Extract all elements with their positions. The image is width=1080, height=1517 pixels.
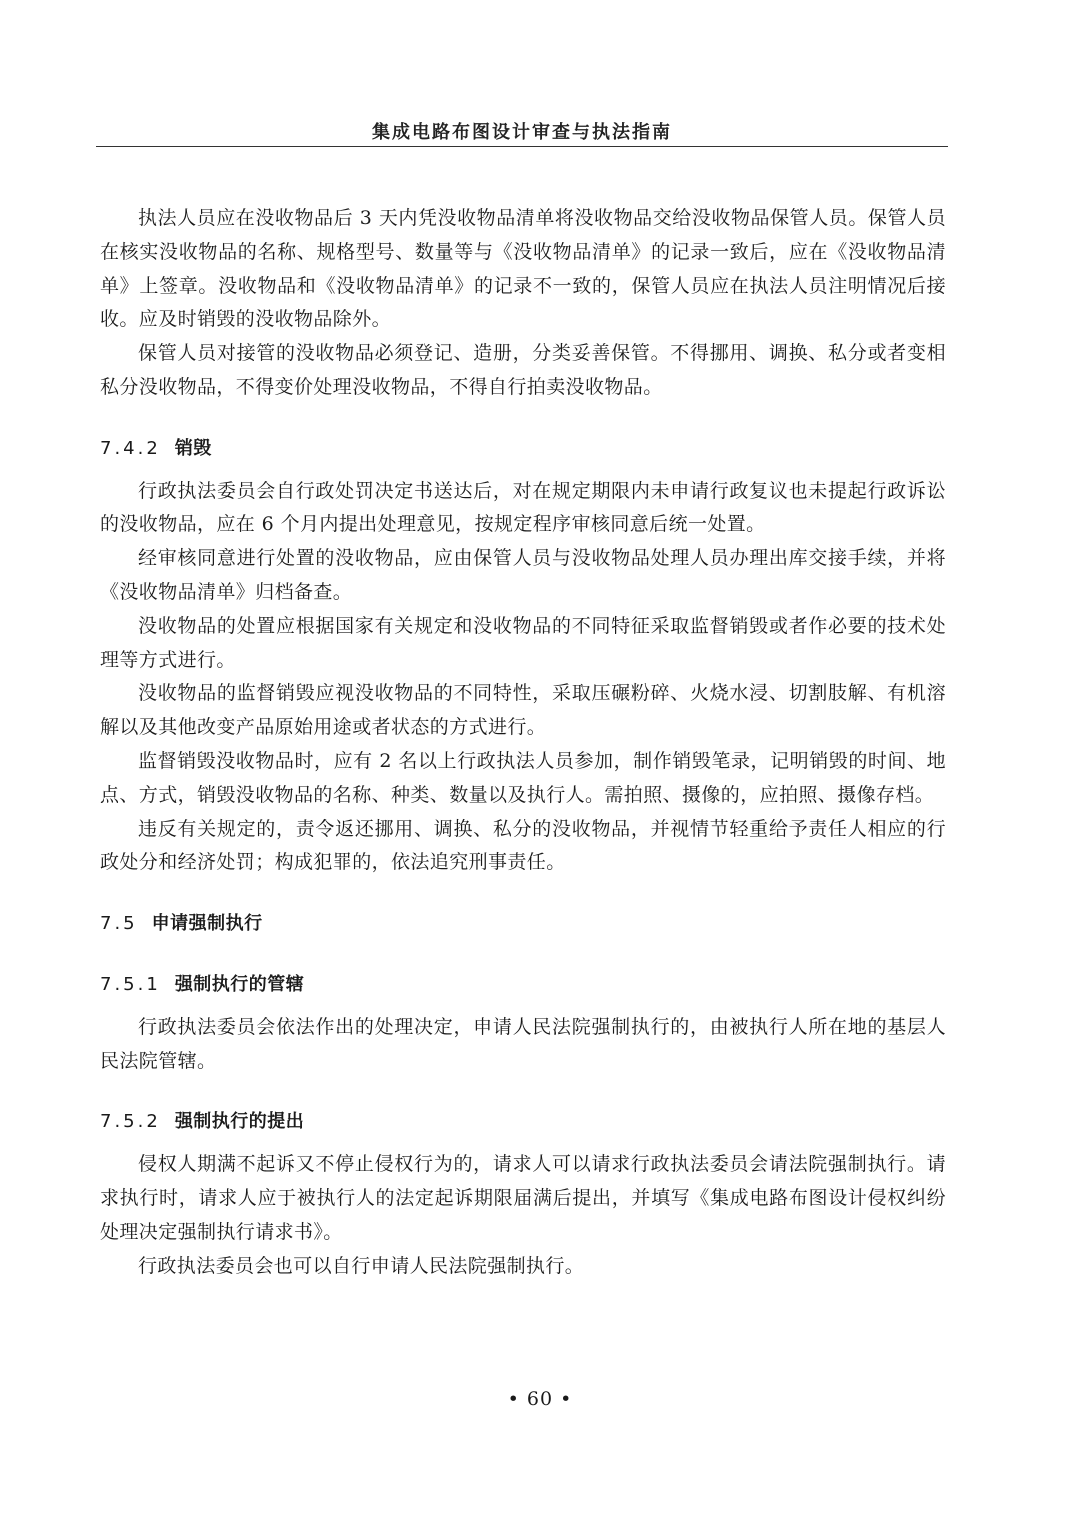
section-number: 7.5 — [100, 913, 138, 935]
section-heading-7-5-1 — [100, 968, 946, 1002]
body-paragraph: 行政执法委员会自行政处罚决定书送达后，对在规定期限内未申请行政复议也未提起行政诉讼的没收物品，应在 6 个月内提出处理意见，按规定程序审核同意后统一处置。 — [100, 479, 946, 536]
section-heading-7-5-2 — [100, 1105, 946, 1139]
body-paragraph: 没收物品的监督销毁应视没收物品的不同特性，采取压碾粉碎、火烧水浸、切割肢解、有机溶解以及其他改变产品原始用途或者状态的方式进行。 — [100, 682, 946, 739]
body-paragraph: 保管人员对接管的没收物品必须登记、造册，分类妥善保管。不得挪用、调换、私分或者变相私分没收物品，不得变价处理没收物品，不得自行拍卖没收物品。 — [100, 342, 946, 398]
body-paragraph: 监督销毁没收物品时，应有 2 名以上行政执法人员参加，制作销毁笔录，记明销毁的时间、地点、方式，销毁没收物品的名称、种类、数量以及执行人。需拍照、摄像的，应拍照、摄像存档。 — [100, 749, 946, 806]
body-paragraph: 行政执法委员会依法作出的处理决定，申请人民法院强制执行的，由被执行人所在地的基层人民法院管辖。 — [100, 1015, 946, 1072]
body-paragraph: 行政执法委员会也可以自行申请人民法院强制执行。 — [138, 1254, 585, 1277]
section-title: 销毁 — [174, 437, 212, 459]
section-number: 7.5.2 — [100, 1111, 161, 1133]
section-heading-7-4-2 — [100, 432, 946, 466]
page-body — [100, 202, 946, 1283]
body-paragraph: 没收物品的处置应根据国家有关规定和没收物品的不同特征采取监督销毁或者作必要的技术处理等方式进行。 — [100, 614, 946, 671]
section-number: 7.4.2 — [100, 437, 161, 459]
body-paragraph: 违反有关规定的，责令返还挪用、调换、私分的没收物品，并视情节轻重给予责任人相应的行政处分和经济处罚；构成犯罪的，依法追究刑事责任。 — [100, 817, 946, 874]
page-number: • 60 • — [507, 1388, 573, 1410]
section-title: 强制执行的管辖 — [174, 973, 305, 995]
section-number: 7.5.1 — [100, 973, 161, 995]
running-header: 集成电路布图设计审查与执法指南 — [372, 122, 672, 143]
section-heading-7-5 — [100, 907, 946, 941]
body-paragraph: 执法人员应在没收物品后 3 天内凭没收物品清单将没收物品交给没收物品保管人员。保管人员在核实没收物品的名称、规格型号、数量等与《没收物品清单》的记录一致后，应在《没收物品清单》上签章。没收物品和《没收物品清单》的记录不一致的，保管人员应在执法人员注明情况后接收。应及时销毁的没收物品除外。 — [100, 207, 946, 331]
section-title: 强制执行的提出 — [174, 1111, 305, 1133]
section-title: 申请强制执行 — [151, 913, 263, 935]
header-rule — [96, 146, 948, 147]
body-paragraph: 经审核同意进行处置的没收物品，应由保管人员与没收物品处理人员办理出库交接手续，并将《没收物品清单》归档备查。 — [100, 547, 946, 603]
body-paragraph: 侵权人期满不起诉又不停止侵权行为的，请求人可以请求行政执法委员会请法院强制执行。请求执行时，请求人应于被执行人的法定起诉期限届满后提出，并填写《集成电路布图设计侵权纠纷处理决定强制执行请求书》。 — [100, 1153, 946, 1243]
